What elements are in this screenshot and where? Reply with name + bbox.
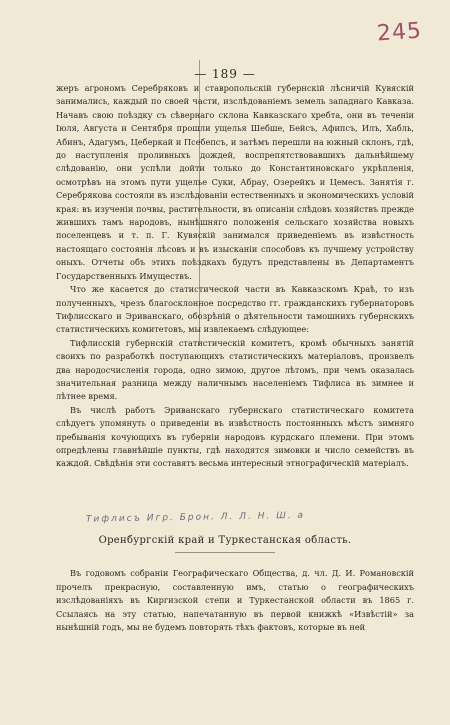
paragraph: жеръ агрономъ Серебряковъ и ставропольскій губернскій лѣсничій Кувяскій занимались, каждый по своей части, изслѣдованіемъ земель западнаго Кавказа. Начавъ свою поѣздку съ сѣвернаго склона Кавказскаго хребта, они въ теченіи Іюля, Августа и Сентября прошли ущелья Шебше, Бейсъ, Афипсъ, Илъ, Хабль, Абинъ, Адагумъ, Цеберкай и Псебепсъ, и затѣмъ перешли на южный склонъ, гдѣ, до наступленія проливныхъ дождей, воспрепятствовавшихъ дальнѣйшему слѣдованію, они успѣли дойти только до Константиновскаго укрѣпленія, осмотрѣвъ на этомъ пути ущелье Суки, Абрау, Озерейкъ и Цемесъ. Занятія г. Серебрякова состояли въ изслѣдованіи естественныхъ и экономическихъ условій края: въ изученіи почвы, растительности, въ описаніи слѣдовъ хозяйствъ прежде жившихъ тамъ народовъ, нынѣшняго положенія сельскаго хозяйства новыхъ поселенцевъ и т. п. Г. Кувяскій занимался приведеніемъ въ извѣстность настоящаго состоянія лѣсовъ и въ изысканіи способовъ къ лучшему устройству оныхъ. Отчеты объ этихъ поѣздкахъ будутъ представлены въ Департаментъ Государственныхъ Имуществъ. — [56, 83, 414, 281]
archive-stamp: 245 — [376, 18, 423, 47]
paragraph: Въ числѣ работъ Эриванскаго губернскаго статистическаго комитета слѣдуетъ упомянуть о приведеніи въ извѣстность постоянныхъ мѣстъ зимняго пребыванія кочующихъ въ губерніи народовъ курдскаго племени. При этомъ опредѣлены главнѣйшіе пункты, гдѣ находятся зимовки и число семействъ въ каждой. Свѣдѣнія эти составятъ весьма интересный этнографическій матеріалъ. — [56, 404, 414, 469]
title-underline — [175, 552, 275, 553]
handwritten-note: Тифлисъ Игр. Брон. Л. Л. Н. Ш. а — [85, 510, 306, 525]
paragraph: Что же касается до статистической части въ Кавказскомъ Краѣ, то изъ полученныхъ, чрезъ благосклонное посредство гг. гражданскихъ губернаторовъ Тифлисскаго и Эриванскаго, обозрѣній о дѣятельности тамошнихъ губернскихъ статистическихъ комитетовъ, мы извлекаемъ слѣдующее: — [56, 284, 414, 335]
body-text-top — [56, 82, 414, 471]
paragraph: Въ годовомъ собраніи Географическаго Общества, д. чл. Д. И. Романовскій прочелъ прекрасную, составленную имъ, статью о географическихъ изслѣдованіяхъ въ Киргизской степи и Туркестанской области въ 1865 г. Ссылаясь на эту статью, напечатанную въ первой книжкѣ «Извѣстій» за нынѣшній годъ, мы не будемъ повторять тѣхъ фактовъ, которые въ ней — [56, 568, 414, 633]
paragraph: Тифлисскій губернскій статистическій комитетъ, кромѣ обычныхъ занятій своихъ по разработкѣ поступающихъ статистическихъ матеріаловъ, произвелъ два народосчисленія города, одно зимою, другое лѣтомъ, при чемъ оказалась значительная разница между наличнымъ населеніемъ Тифлиса въ зимнее и лѣтнее время. — [56, 337, 414, 402]
page-number: — 189 — — [194, 67, 256, 81]
section-title: Оренбургскій край и Туркестанская область. — [98, 535, 352, 546]
body-text-bottom — [56, 567, 414, 635]
